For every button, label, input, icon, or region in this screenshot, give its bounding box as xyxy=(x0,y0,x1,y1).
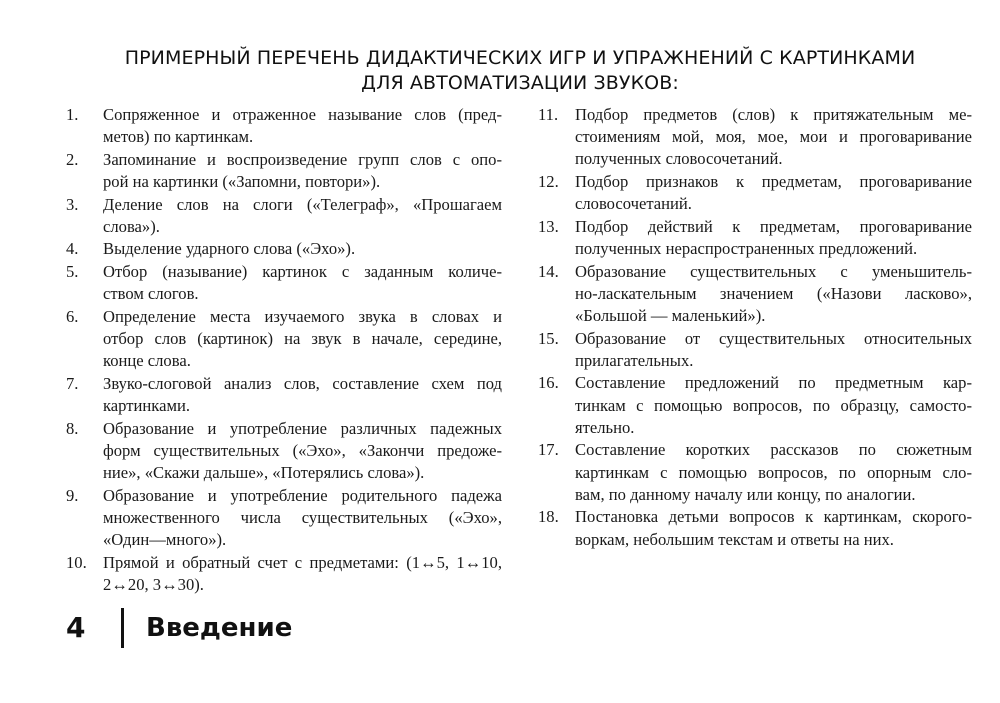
item-text-line: тинкам с помощью вопросов, по образцу, самосто- xyxy=(575,395,972,415)
item-text-line: Сопряженное и отраженное называние слов (пред- xyxy=(103,105,502,124)
item-text xyxy=(575,439,972,506)
item-text xyxy=(575,328,972,372)
item-text-line: Постановка детьми вопросов к картинкам, скорого- xyxy=(575,507,972,527)
item-number: 4. xyxy=(66,239,79,259)
list-item xyxy=(66,373,502,417)
item-text-line: Образование и употребление различных падежных xyxy=(103,418,502,438)
item-text-line: «Один—много»). xyxy=(103,529,227,549)
item-text-line: Образование существительных с уменьшитель- xyxy=(575,261,972,281)
item-text xyxy=(575,171,972,215)
item-text-line: картинкам с помощью вопросов, по опорным сло- xyxy=(575,462,972,482)
item-text-line: ством слогов. xyxy=(103,284,199,304)
list-item xyxy=(538,328,972,372)
item-text-line: словосочетаний. xyxy=(575,194,692,214)
item-text xyxy=(575,104,972,171)
item-text-line: Составление предложений по предметным кар- xyxy=(575,373,972,393)
item-text-line: картинками. xyxy=(103,395,190,415)
list-item xyxy=(538,506,972,550)
item-number: 3. xyxy=(66,194,79,214)
item-text-line: полученных нераспространенных предложений. xyxy=(575,239,918,258)
item-text-line: Звуко-слоговой анализ слов, составление схем под xyxy=(103,373,502,393)
item-number: 16. xyxy=(538,373,559,393)
item-text xyxy=(575,261,972,328)
item-number: 17. xyxy=(538,440,559,460)
item-text xyxy=(103,373,502,417)
footer-divider xyxy=(121,608,124,648)
item-text-line: но-ласкательным значением («Назови ласково», xyxy=(575,283,972,303)
item-text-line: рой на картинки («Запомни, повтори»). xyxy=(103,172,381,191)
list-item xyxy=(66,149,502,193)
list-item xyxy=(538,439,972,506)
item-text-line: Подбор предметов (слов) к притяжательным ме- xyxy=(575,105,972,124)
list-item xyxy=(538,216,972,260)
item-text-line: Подбор признаков к предметам, проговаривание xyxy=(575,172,972,191)
page-footer xyxy=(0,606,1000,650)
item-number: 2. xyxy=(66,149,79,169)
item-text-line: множественного числа существительных («Эхо», xyxy=(103,507,502,527)
item-number: 11. xyxy=(538,105,559,124)
item-text-line: Выделение ударного слова («Эхо»). xyxy=(103,239,356,259)
item-number: 8. xyxy=(66,418,79,438)
list-item xyxy=(66,306,502,373)
left-column-list xyxy=(66,104,502,596)
item-number: 5. xyxy=(66,261,79,281)
item-text-line: прилагательных. xyxy=(575,350,694,370)
item-text xyxy=(575,216,972,260)
list-item xyxy=(538,372,972,439)
title-line-1: ПРИМЕРНЫЙ ПЕРЕЧЕНЬ ДИДАКТИЧЕСКИХ ИГР И УПРАЖНЕНИЙ С КАРТИНКАМИ xyxy=(124,47,916,69)
item-number: 12. xyxy=(538,172,559,191)
list-item xyxy=(66,238,502,260)
item-text-line: Составление коротких рассказов по сюжетным xyxy=(575,440,972,460)
item-text xyxy=(575,506,972,550)
item-text xyxy=(103,194,502,238)
item-text-line: конце слова. xyxy=(103,351,191,371)
list-item xyxy=(66,485,502,552)
item-text-line: Отбор (называние) картинок с заданным количе- xyxy=(103,261,502,281)
item-number: 6. xyxy=(66,306,79,326)
page-number: 4 xyxy=(66,611,86,644)
list-item xyxy=(538,171,972,215)
item-text-line: полученных словосочетаний. xyxy=(575,149,783,169)
title-line-2: ДЛЯ АВТОМАТИЗАЦИИ ЗВУКОВ: xyxy=(361,72,679,94)
section-title: Введение xyxy=(146,613,293,643)
item-text xyxy=(103,238,502,260)
item-text-line: стоимениям мой, моя, мое, мои и проговаривание xyxy=(575,127,972,147)
item-text xyxy=(103,149,502,193)
item-number: 1. xyxy=(66,105,79,124)
item-text xyxy=(103,485,502,552)
item-text-line: Запоминание и воспроизведение групп слов с опо- xyxy=(103,149,502,169)
item-text-line: воркам, небольшим текстам и ответы на них. xyxy=(575,529,894,549)
list-item xyxy=(66,104,502,148)
item-text-line: Определение места изучаемого звука в словах и xyxy=(103,306,502,326)
list-item xyxy=(66,194,502,238)
item-number: 7. xyxy=(66,373,79,393)
item-number: 15. xyxy=(538,328,559,348)
item-text xyxy=(103,418,502,485)
item-text-line: Деление слов на слоги («Телеграф», «Прошагаем xyxy=(103,194,502,214)
item-text-line: Образование от существительных относительных xyxy=(575,328,972,348)
list-item xyxy=(66,418,502,485)
item-number: 9. xyxy=(66,485,79,505)
item-text-line: Образование и употребление родительного падежа xyxy=(103,485,502,505)
item-number: 10. xyxy=(66,552,87,572)
list-item xyxy=(66,261,502,305)
right-column-list xyxy=(538,104,972,551)
item-text-line: ятельно. xyxy=(575,417,635,437)
item-text-line: 2↔20, 3↔30). xyxy=(103,574,204,594)
list-item xyxy=(538,261,972,328)
item-text-line: Подбор действий к предметам, проговаривание xyxy=(575,216,972,236)
item-text-line: метов) по картинкам. xyxy=(103,127,254,147)
item-text-line: Прямой и обратный счет с предметами: (1↔5, 1↔10, xyxy=(103,552,502,572)
item-number: 14. xyxy=(538,261,559,281)
item-text-line: «Большой — маленький»). xyxy=(575,306,766,325)
item-text-line: отбор слов (картинок) на звук в начале, середине, xyxy=(103,328,502,348)
item-text xyxy=(103,552,502,596)
item-text-line: вам, по данному началу или концу, по аналогии. xyxy=(575,484,916,504)
page-title xyxy=(0,46,1000,96)
item-number: 13. xyxy=(538,216,559,236)
item-number: 18. xyxy=(538,507,559,527)
item-text xyxy=(575,372,972,439)
item-text-line: форм существительных («Эхо», «Закончи предоже- xyxy=(103,440,502,460)
item-text-line: ние», «Скажи дальше», «Потерялись слова»). xyxy=(103,462,425,482)
item-text-line: слова»). xyxy=(103,216,160,236)
list-item xyxy=(66,552,502,596)
list-item xyxy=(538,104,972,171)
item-text xyxy=(103,104,502,148)
item-text xyxy=(103,306,502,373)
item-text xyxy=(103,261,502,305)
